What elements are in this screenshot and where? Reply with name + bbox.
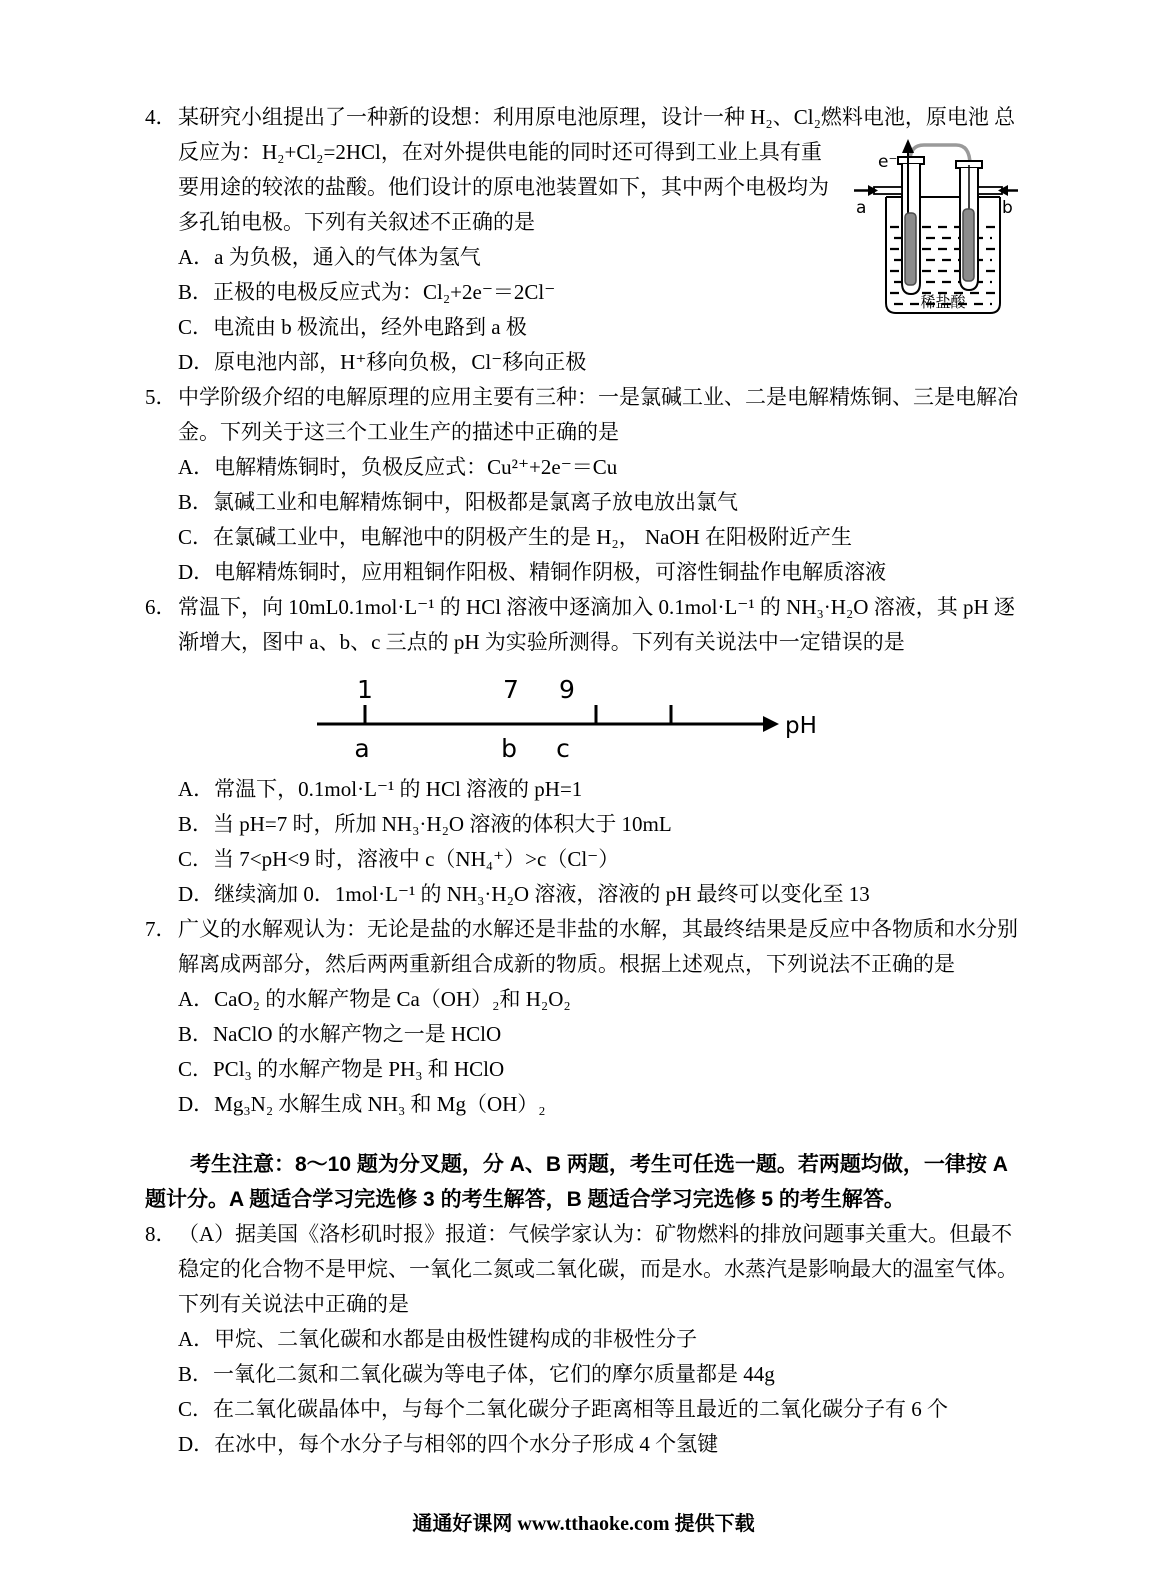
question-4-option-c: C．电流由 b 极流出，经外电路到 a 极	[178, 315, 527, 339]
ph-value-7: 7	[503, 675, 519, 704]
question-4-number: 4．	[145, 105, 177, 129]
question-5-option-c: C．在氯碱工业中，电解池中的阴极产生的是 H₂， NaOH 在阳极附近产生	[178, 525, 853, 549]
question-7-option-d: D．Mg₃N₂ 水解生成 NH₃ 和 Mg（OH）₂	[178, 1092, 546, 1116]
question-4	[145, 100, 1022, 380]
question-8-number: 8．	[145, 1222, 177, 1246]
question-8-option-b: B．一氧化二氮和二氧化碳为等电子体，它们的摩尔质量都是 44g	[178, 1362, 775, 1386]
question-8-stem: （A）据美国《洛杉矶时报》报道：气候学家认为：矿物燃料的排放问题事关重大。但最不稳定的化合物不是甲烷、一氧化二氮或二氧化碳，而是水。水蒸汽是影响最大的温室气体。下列有关说法中正确的是	[178, 1222, 1018, 1316]
question-6-stem: 常温下，向 10mL0.1mol·L⁻¹ 的 HCl 溶液中逐滴加入 0.1mol·L⁻¹ 的 NH₃·H₂O 溶液，其 pH 逐渐增大，图中 a、b、c 三点的 pH 为实验所测得。下列有关说法中一定错误的是	[178, 595, 1015, 654]
question-6	[145, 590, 1022, 912]
inlet-a-label: a	[856, 198, 867, 218]
ph-axis-figure	[315, 672, 1022, 764]
ph-axis-label: pH	[785, 713, 815, 739]
question-4-stem-rest: 总反应为：H₂+Cl₂=2HCl，在对外提供电能的同时还可得到工业上具有重要用途的较浓的盐酸。他们设计的原电池装置如下，其中两个电极均为多孔铂电极。下列有关叙述不正确的是	[178, 105, 1016, 234]
question-6-number: 6．	[145, 595, 177, 619]
question-6-option-a: A．常温下，0.1mol·L⁻¹ 的 HCl 溶液的 pH=1	[178, 777, 583, 801]
question-5-option-d: D．电解精炼铜时，应用粗铜作阳极、精铜作阴极，可溶性铜盐作电解质溶液	[178, 560, 887, 584]
question-6-option-b: B．当 pH=7 时，所加 NH₃·H₂O 溶液的体积大于 10mL	[178, 812, 672, 836]
question-6-option-d: D．继续滴加 0．1mol·L⁻¹ 的 NH₃·H₂O 溶液，溶液的 pH 最终可以变化至 13	[178, 882, 870, 906]
question-8-option-d: D．在冰中，每个水分子与相邻的四个水分子形成 4 个氢键	[178, 1432, 719, 1456]
question-8	[145, 1217, 1022, 1462]
question-7-option-b: B．NaClO 的水解产物之一是 HClO	[178, 1022, 502, 1046]
question-7-number: 7．	[145, 917, 177, 941]
electron-arrow-head	[902, 139, 914, 153]
question-4-stem-line1: 某研究小组提出了一种新的设想：利用原电池原理，设计一种 H₂、Cl₂燃料电池，原电池	[178, 105, 989, 129]
point-a-label: a	[354, 734, 370, 763]
ph-axis-arrow-head	[763, 716, 779, 732]
question-4-option-d: D．原电池内部，H⁺移向负极，Cl⁻移向正极	[178, 350, 587, 374]
question-6-option-c: C．当 7<pH<9 时，溶液中 c（NH₄⁺）>c（Cl⁻）	[178, 847, 620, 871]
question-7-option-c: C．PCl₃ 的水解产物是 PH₃ 和 HClO	[178, 1057, 505, 1081]
point-b-label: b	[501, 734, 517, 763]
candidate-notice: 考生注意：8～10 题为分叉题，分 A、B 两题，考生可任选一题。若两题均做，一律按 A 题计分。A 题适合学习完选修 3 的考生解答，B 题适合学习完选修 5 的考生解答。	[145, 1153, 1008, 1211]
question-7	[145, 912, 1022, 1122]
question-4-option-b: B．正极的电极反应式为：Cl₂+2e⁻＝2Cl⁻	[178, 280, 556, 304]
left-electrode	[905, 213, 916, 285]
inlet-tube-a	[874, 187, 902, 194]
point-c-label: c	[556, 734, 570, 763]
page-footer: 通通好课网 www.tthaoke.com 提供下载	[412, 1513, 755, 1535]
right-electrode	[963, 209, 974, 281]
ph-value-1: 1	[357, 675, 373, 704]
question-5	[145, 380, 1022, 590]
left-tube-lip	[898, 157, 924, 164]
question-5-number: 5．	[145, 385, 177, 409]
question-8-option-a: A．甲烷、二氧化碳和水都是由极性键构成的非极性分子	[178, 1327, 698, 1351]
solution-label: 稀盐酸	[920, 293, 966, 311]
question-7-option-a: A．CaO₂ 的水解产物是 Ca（OH）₂和 H₂O₂	[178, 987, 571, 1011]
ph-axis-diagram	[315, 672, 815, 764]
question-4-option-a: A．a 为负极，通入的气体为氢气	[178, 245, 481, 269]
question-5-option-a: A．电解精炼铜时，负极反应式：Cu²⁺+2e⁻＝Cu	[178, 455, 618, 479]
inlet-b-label: b	[1002, 198, 1013, 218]
fuel-cell-diagram	[850, 137, 1022, 319]
question-5-stem: 中学阶级介绍的电解原理的应用主要有三种：一是氯碱工业、二是电解精炼铜、三是电解冶金。下列关于这三个工业生产的描述中正确的是	[178, 385, 1018, 444]
electron-label: e⁻	[878, 152, 898, 172]
question-5-option-b: B．氯碱工业和电解精炼铜中，阳极都是氯离子放电放出氯气	[178, 490, 739, 514]
ph-value-9: 9	[559, 675, 575, 704]
question-8-option-c: C．在二氧化碳晶体中，与每个二氧化碳分子距离相等且最近的二氧化碳分子有 6 个	[178, 1397, 949, 1421]
question-7-stem: 广义的水解观认为：无论是盐的水解还是非盐的水解，其最终结果是反应中各物质和水分别解离成两部分，然后两两重新组合成新的物质。根据上述观点，下列说法不正确的是	[178, 917, 1018, 976]
